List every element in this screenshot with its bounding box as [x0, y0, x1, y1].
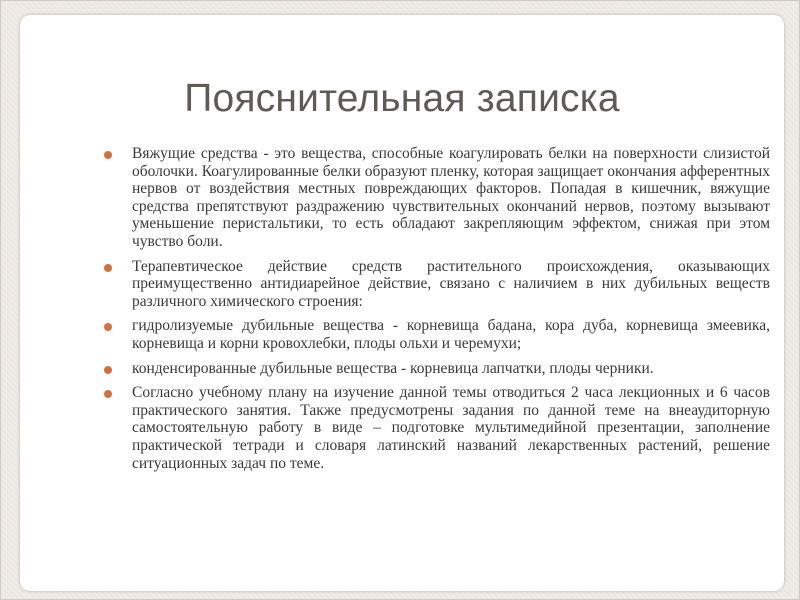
bullet-text: Вяжущие средства - это вещества, способные коагулировать белки на поверхности слизистой оболочки. Коагулированные белки образуют пленку, которая защищает окончания афферентных нервов от воздействия местных повреждающих факторов. Попадая в кишечник, вяжущие средства препятствуют раздражению чувствительных окончаний нервов, поэтому вызывают уменьшение перистальтики, то есть обладают закрепляющим эффектом, снижая при этом чувство боли. — [132, 145, 770, 250]
bullet-text: гидролизуемые дубильные вещества - корневища бадана, кора дуба, корневища змеевика, корневища и корни кровохлебки, плоды ольхи и черемухи; — [132, 317, 770, 352]
bullet-text: Терапевтическое действие средств растительного происхождения, оказывающих преимущественно антидиарейное действие, связано с наличием в них дубильных веществ различного химического строения: — [132, 257, 770, 310]
slide-canvas — [20, 15, 784, 591]
bullet-dot-icon — [104, 366, 112, 374]
bullet-dot-icon — [104, 323, 112, 331]
bullet-dot-icon — [104, 264, 112, 272]
bullet-dot-icon — [104, 390, 112, 398]
bullet-item — [104, 258, 770, 311]
bullet-item — [104, 145, 770, 251]
bullet-item — [104, 360, 770, 378]
bullet-text: Согласно учебному плану на изучение данной темы отводиться 2 часа лекционных и 6 часов практического занятия. Также предусмотрены задания по данной теме на внеаудиторную самостоятельную работу в виде – подготовке мультимедийной презентации, заполнение практической тетради и словаря латинский названий лекарственных растений, решение ситуационных задач по теме. — [132, 384, 770, 472]
bullet-item — [104, 384, 770, 472]
bullet-item — [104, 317, 770, 352]
bullet-dot-icon — [104, 151, 112, 159]
bullet-text: конденсированные дубильные вещества - корневица лапчатки, плоды черники. — [132, 359, 654, 377]
bullet-list — [104, 145, 770, 479]
slide-title: Пояснительная записка — [184, 77, 620, 120]
